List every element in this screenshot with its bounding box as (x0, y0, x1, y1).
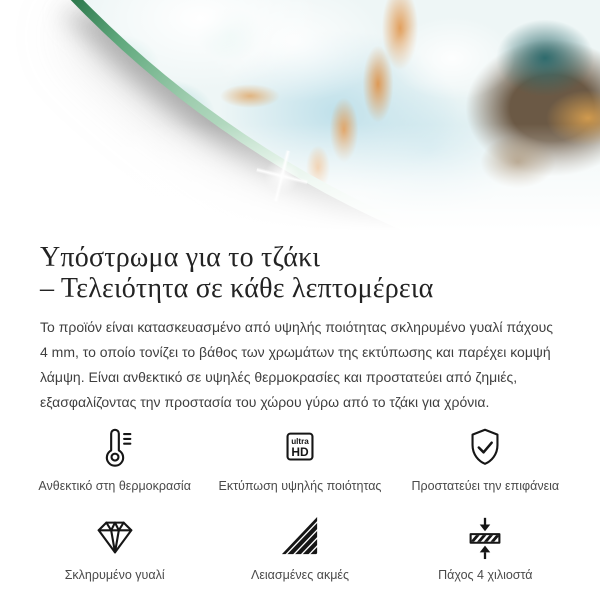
feature-tempered-glass (22, 514, 207, 583)
page-title (40, 242, 560, 304)
content-area (0, 242, 600, 415)
svg-text:HD: HD (291, 445, 309, 460)
thickness-icon (462, 514, 508, 560)
feature-surface-protection (393, 425, 578, 494)
feature-label: Προστατεύει την επιφάνεια (411, 479, 560, 493)
glass-pad-marble-art (0, 0, 600, 238)
feature-thickness (393, 514, 578, 583)
product-description: Το προϊόν είναι κατασκευασμένο από υψηλής ποιότητας σκληρυμένο γυαλί πάχους 4 mm, το οποίο τονίζει το βάθος των χρωμάτων της εκτύπωσης και παρέχει κομψή λάμψη. Είναι ανθεκτικό σε υψηλές θερμοκρασίες και προστατεύει από ζημιές, εξασφαλίζοντας την προστασία του χώρου γύρω από το τζάκι για χρόνια. (40, 319, 554, 410)
page-title-line2: – Τελειότητα σε κάθε λεπτομέρεια (40, 273, 434, 304)
feature-label: Εκτύπωση υψηλής ποιότητας (218, 479, 382, 493)
page-title-line1: Υπόστρωμα για το τζάκι (40, 242, 321, 273)
glass-pad-shadow (0, 0, 600, 238)
feature-label: Ανθεκτικό στη θερμοκρασία (38, 479, 191, 493)
feature-grid (0, 425, 600, 583)
thermometer-icon (92, 425, 138, 471)
diamond-icon (92, 514, 138, 560)
feature-label: Λειασμένες ακμές (250, 568, 349, 582)
polished-edges-icon (277, 514, 323, 560)
feature-label: Πάχος 4 χιλιοστά (438, 568, 533, 582)
shield-check-icon (462, 425, 508, 471)
feature-print-quality (207, 425, 392, 494)
feature-label: Σκληρυμένο γυαλί (64, 568, 165, 582)
product-hero-image (0, 0, 600, 238)
ultra-hd-icon (277, 425, 323, 471)
svg-text:ultra: ultra (291, 437, 309, 447)
feature-polished-edges (207, 514, 392, 583)
feature-temperature (22, 425, 207, 494)
